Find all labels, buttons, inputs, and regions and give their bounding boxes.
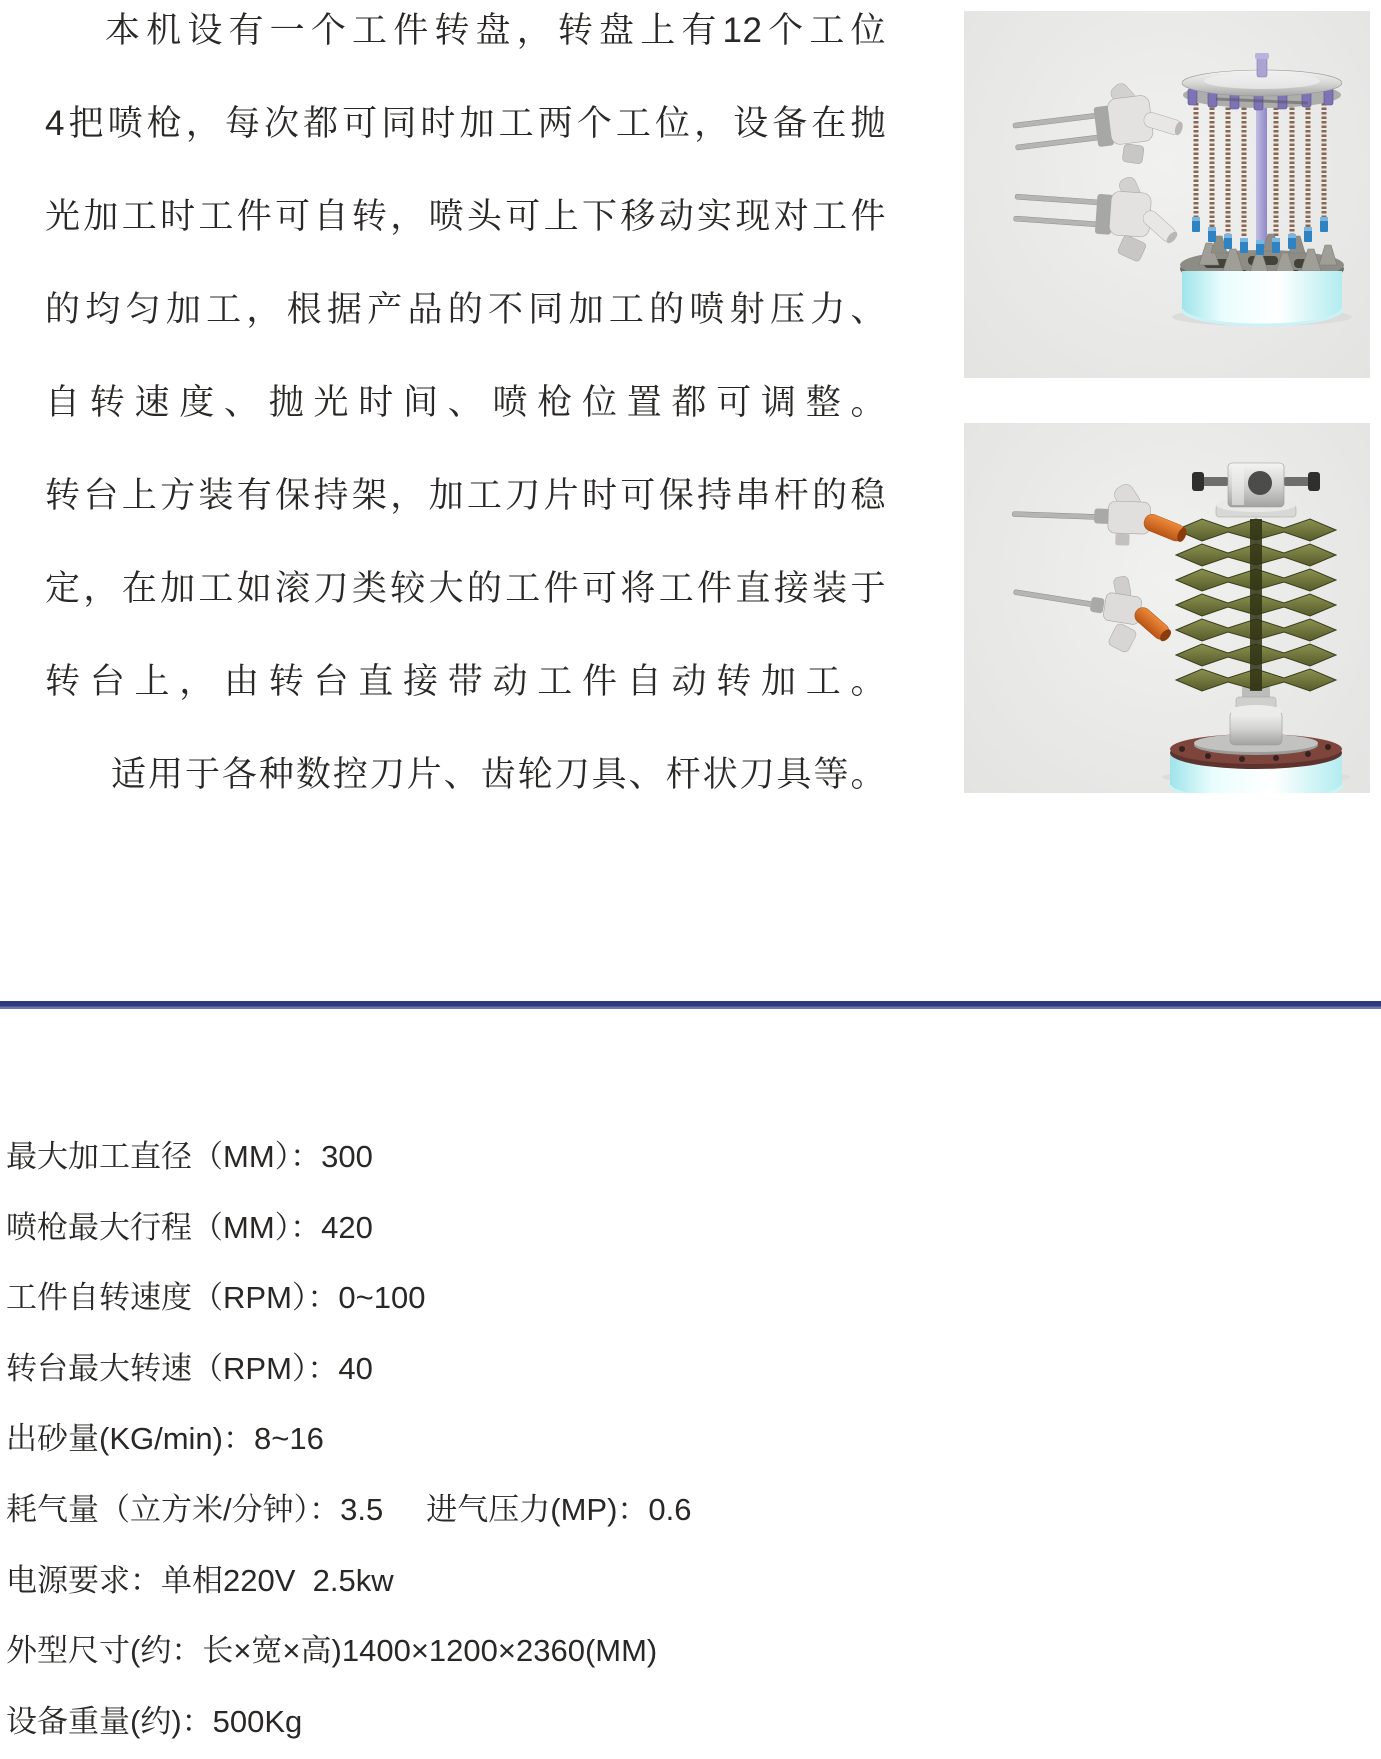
spray-gun-icon (1009, 74, 1188, 179)
spray-gun-icon (1007, 558, 1181, 660)
spec-line-dimensions: 外型尺寸(约：长×宽×高)1400×1200×2360(MM) (6, 1633, 658, 1669)
workpiece-carousel-illustration (964, 11, 1370, 378)
intro-line: 4把喷枪，每次都可同时加工两个工位，设备在抛 (45, 104, 886, 143)
intro-line: 转台上，由转台直接带动工件自动转加工。 (45, 662, 886, 701)
intro-line: 的均匀加工，根据产品的不同加工的喷射压力、 (45, 290, 886, 329)
spec-line-table-speed: 转台最大转速（RPM）：40 (6, 1350, 373, 1386)
intro-line: 本机设有一个工件转盘，转盘上有12个工位 (105, 11, 886, 50)
spec-line-gun-stroke: 喷枪最大行程（MM）：420 (6, 1209, 373, 1245)
gear-cutter-stack (1176, 519, 1336, 691)
spec-line-air-consumption: 耗气量（立方米/分钟）：3.5 进气压力(MP)：0.6 (6, 1491, 692, 1527)
spec-line-power: 电源要求：单相220V 2.5kw (6, 1562, 394, 1598)
cyan-base (1182, 271, 1342, 325)
spec-line-sand-output: 出砂量(KG/min)：8~16 (6, 1421, 324, 1457)
spec-line-weight: 设备重量(约)：500Kg (6, 1703, 303, 1739)
spec-list (6, 1122, 1366, 1757)
top-disc-assembly (1182, 53, 1342, 110)
gear-cutter-stack-illustration (964, 423, 1370, 793)
figure-workpiece-carousel (964, 11, 1370, 378)
spec-line-max-diameter: 最大加工直径（MM）：300 (6, 1139, 373, 1174)
intro-paragraph (45, 0, 886, 821)
intro-line: 定，在加工如滚刀类较大的工件可将工件直接装于 (45, 569, 886, 608)
intro-line: 适用于各种数控刀片、齿轮刀具、杆状刀具等。 (111, 755, 886, 794)
intro-line: 转台上方装有保持架，加工刀片时可保持串杆的稳 (45, 476, 886, 515)
pedestal (1230, 687, 1282, 745)
figure-gear-cutter-stack (964, 423, 1370, 793)
intro-line: 光加工时工件可自转，喷头可上下移动实现对工件 (45, 197, 886, 236)
section-divider (0, 1001, 1381, 1009)
intro-line: 自转速度、抛光时间、喷枪位置都可调整。 (45, 383, 886, 422)
spec-line-rotation-speed: 工件自转速度（RPM）：0~100 (6, 1280, 426, 1316)
spray-gun-icon (1011, 477, 1190, 547)
spray-gun-icon (1011, 167, 1183, 265)
top-clamp-block (1192, 463, 1320, 517)
